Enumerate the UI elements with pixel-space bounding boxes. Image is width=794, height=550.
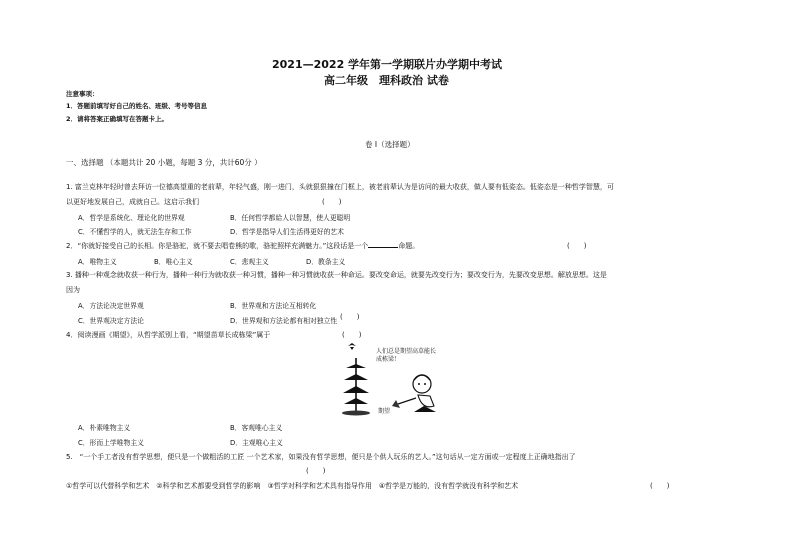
q3-option-c: C．世界观决定方法论 xyxy=(78,317,144,325)
q2-option-b: B．唯心主义 xyxy=(154,258,193,266)
q1-answer-paren: ( ) xyxy=(322,198,342,206)
note-item-1: 1．答题前填写好自己的姓名、班级、考号等信息 xyxy=(66,102,208,110)
q3-option-b: B．世界观和方法论互相转化 xyxy=(230,302,317,310)
q5-answer-paren-1: ( ) xyxy=(306,467,326,475)
exam-title: 2021—2022 学年第一学期联片办学期中考试 xyxy=(272,58,503,71)
q5-answer-paren-2: ( ) xyxy=(650,482,670,490)
q4-option-b: B．客观唯心主义 xyxy=(230,424,283,432)
q4-stem: 4．阅读漫画《期望》，从哲学派别上看，“期望苗草长成栋梁”属于 xyxy=(66,331,271,339)
q1-option-d: D．哲学是指导人们生活得更好的艺术 xyxy=(230,228,344,236)
q2-answer-paren: ( ) xyxy=(567,242,587,250)
part-title: 卷 I（选择题） xyxy=(365,140,415,149)
q2-option-c: C．悲观主义 xyxy=(230,258,269,266)
q2-stem xyxy=(66,241,419,251)
q3-answer-paren: ( ) xyxy=(340,313,360,321)
q1-option-b: B．任何哲学都給人以智慧，使人更聪明 xyxy=(230,214,351,222)
q2-option-d: D．教条主义 xyxy=(306,258,346,266)
q3-option-d: D．世界观和方法论都有相对独立性 xyxy=(230,317,338,325)
q4-option-d: D．主观唯心主义 xyxy=(230,439,283,447)
q3-stem-line1: 3. 播种一种观念就收获一种行为，播种一种行为就收获一种习惯，播种一种习惯就收获一种命运。要改变命运，就要先改变行为；要改变行为，先要改变思想。解放思想。这是 xyxy=(66,271,607,279)
notes-heading: 注意事项： xyxy=(66,90,99,98)
q1-option-a: A．哲学是系统化、理论化的世界观 xyxy=(78,214,185,222)
note-item-2: 2．请将答案正确填写在答题卡上。 xyxy=(66,115,169,123)
q2-option-a: A．唯物主义 xyxy=(78,258,117,266)
q4-option-c: C．形而上学唯物主义 xyxy=(78,439,144,447)
q2-stem-tail: 命题。 xyxy=(398,242,420,250)
section-heading: 一、选择题 （本题共计 20 小题，每题 3 分，共计60分 ） xyxy=(66,158,262,167)
q1-stem-line2: 以更好地发展自己，成就自己。这启示我们 xyxy=(66,198,199,206)
q5-options: ①哲学可以代替科学和艺术 ②科学和艺术都要受到哲学的影响 ③哲学对科学和艺术具有指导作用 ④哲学是万能的，没有哲学就没有科学和艺术 xyxy=(66,482,519,490)
q4-answer-paren: ( ) xyxy=(342,331,362,339)
exam-subtitle: 高二年级 理科政治 试卷 xyxy=(324,74,449,87)
q2-blank xyxy=(368,241,398,248)
q5-stem: 5. “一个手工者没有哲学思想，便只是一个做粗活的工匠 一个艺术家，如果没有哲学思想，便只是个供人玩乐的艺人。”这句话从一定方面或一定程度上正确地指出了 xyxy=(66,453,576,461)
q4-option-a: A．朴素唯物主义 xyxy=(78,424,131,432)
q3-option-a: A．方法论决定世界观 xyxy=(78,302,144,310)
q2-stem-text: 2．“你就好接受自己的长相。你是骆驼，就不要去唱卷熊的歌，骆驼照样充满魅力。”这段话是一个 xyxy=(66,242,369,250)
q1-stem-line1: 1. 富兰克林年轻时曾去拜访一位德高望重的老前辈，年轻气盛，刚一进门，头就狠狠撞在门框上，被老前辈认为是访问的最大收获，做人要有低姿态。低姿态是一种哲学智慧，可 xyxy=(66,183,614,191)
q3-stem-line2: 因为 xyxy=(66,286,80,294)
q1-option-c: C．不懂哲学的人，就无法生存和工作 xyxy=(78,228,192,236)
cartoon-title: 期望 xyxy=(378,408,391,415)
cartoon-caption: 人们总是期望高草能长成栋梁！ xyxy=(376,348,437,363)
